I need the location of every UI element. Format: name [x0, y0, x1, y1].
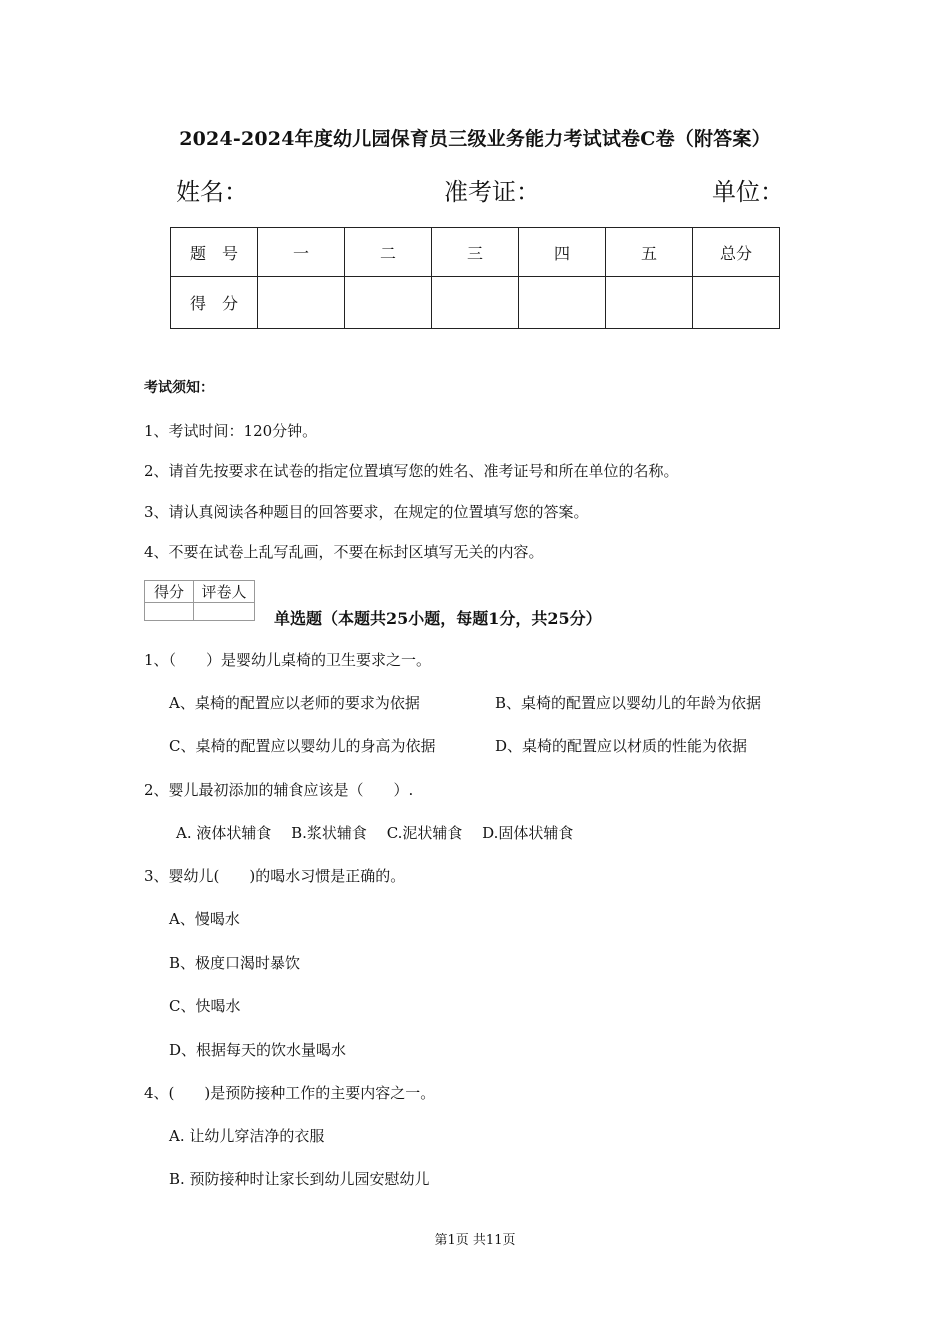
- grader-name-label: 评卷人: [194, 581, 255, 603]
- grader-name-cell: [194, 603, 255, 621]
- score-table-header-row: [171, 228, 780, 277]
- question-options-inline: A. 液体状辅食 B.浆状辅食 C.泥状辅食 D.固体状辅食: [176, 824, 574, 842]
- question-option: B. 预防接种时让家长到幼儿园安慰幼儿: [169, 1170, 430, 1188]
- score-table-score-row: [171, 277, 780, 329]
- page-title: 2024-2024年度幼儿园保育员三级业务能力考试试卷C卷（附答案）: [179, 128, 771, 150]
- question-stem: 3、婴幼儿( )的喝水习惯是正确的。: [144, 867, 406, 885]
- score-row-label: 得 分: [171, 277, 258, 329]
- question-option: D、桌椅的配置应以材质的性能为依据: [495, 737, 748, 755]
- grader-score-label: 得分: [145, 581, 194, 603]
- question-stem: 1、（ ）是婴幼儿桌椅的卫生要求之一。: [144, 651, 432, 669]
- section-heading: 单选题（本题共25小题，每题1分，共25分）: [274, 609, 602, 628]
- notice-item: 4、不要在试卷上乱写乱画，不要在标封区填写无关的内容。: [144, 543, 544, 561]
- score-header-cell: 三: [432, 228, 519, 277]
- score-header-cell: 五: [606, 228, 693, 277]
- notice-heading: 考试须知：: [144, 380, 214, 396]
- score-header-cell: 总分: [693, 228, 780, 277]
- question-option: A、桌椅的配置应以老师的要求为依据: [169, 694, 420, 712]
- score-header-cell: 四: [519, 228, 606, 277]
- question-option: A. 让幼儿穿洁净的衣服: [169, 1127, 325, 1145]
- notice-item: 3、请认真阅读各种题目的回答要求，在规定的位置填写您的答案。: [144, 503, 589, 521]
- question-option: C、桌椅的配置应以婴幼儿的身高为依据: [169, 737, 436, 755]
- score-header-cell: 一: [258, 228, 345, 277]
- question-option: D、根据每天的饮水量喝水: [169, 1041, 347, 1059]
- name-field-label: 姓名：: [176, 178, 248, 206]
- question-stem: 2、婴儿最初添加的辅食应该是（ ）.: [144, 781, 414, 799]
- grader-box: [144, 580, 255, 621]
- page-footer: 第1页 共11页: [434, 1233, 516, 1248]
- question-stem: 4、( )是预防接种工作的主要内容之一。: [144, 1084, 436, 1102]
- score-input-cell: [432, 277, 519, 329]
- unit-field-label: 单位：: [712, 178, 784, 206]
- grader-score-cell: [145, 603, 194, 621]
- score-input-cell: [519, 277, 606, 329]
- score-input-cell: [693, 277, 780, 329]
- question-option: A、慢喝水: [169, 910, 240, 928]
- score-input-cell: [345, 277, 432, 329]
- question-option: C、快喝水: [169, 997, 241, 1015]
- exam-id-field-label: 准考证：: [444, 178, 540, 206]
- question-option: B、桌椅的配置应以婴幼儿的年龄为依据: [495, 694, 762, 712]
- notice-item: 2、请首先按要求在试卷的指定位置填写您的姓名、准考证号和所在单位的名称。: [144, 462, 679, 480]
- score-input-cell: [606, 277, 693, 329]
- score-table: [170, 227, 780, 329]
- score-header-cell: 二: [345, 228, 432, 277]
- score-input-cell: [258, 277, 345, 329]
- score-header-cell: 题 号: [171, 228, 258, 277]
- question-option: B、极度口渴时暴饮: [169, 954, 301, 972]
- notice-item: 1、考试时间：120分钟。: [144, 422, 318, 440]
